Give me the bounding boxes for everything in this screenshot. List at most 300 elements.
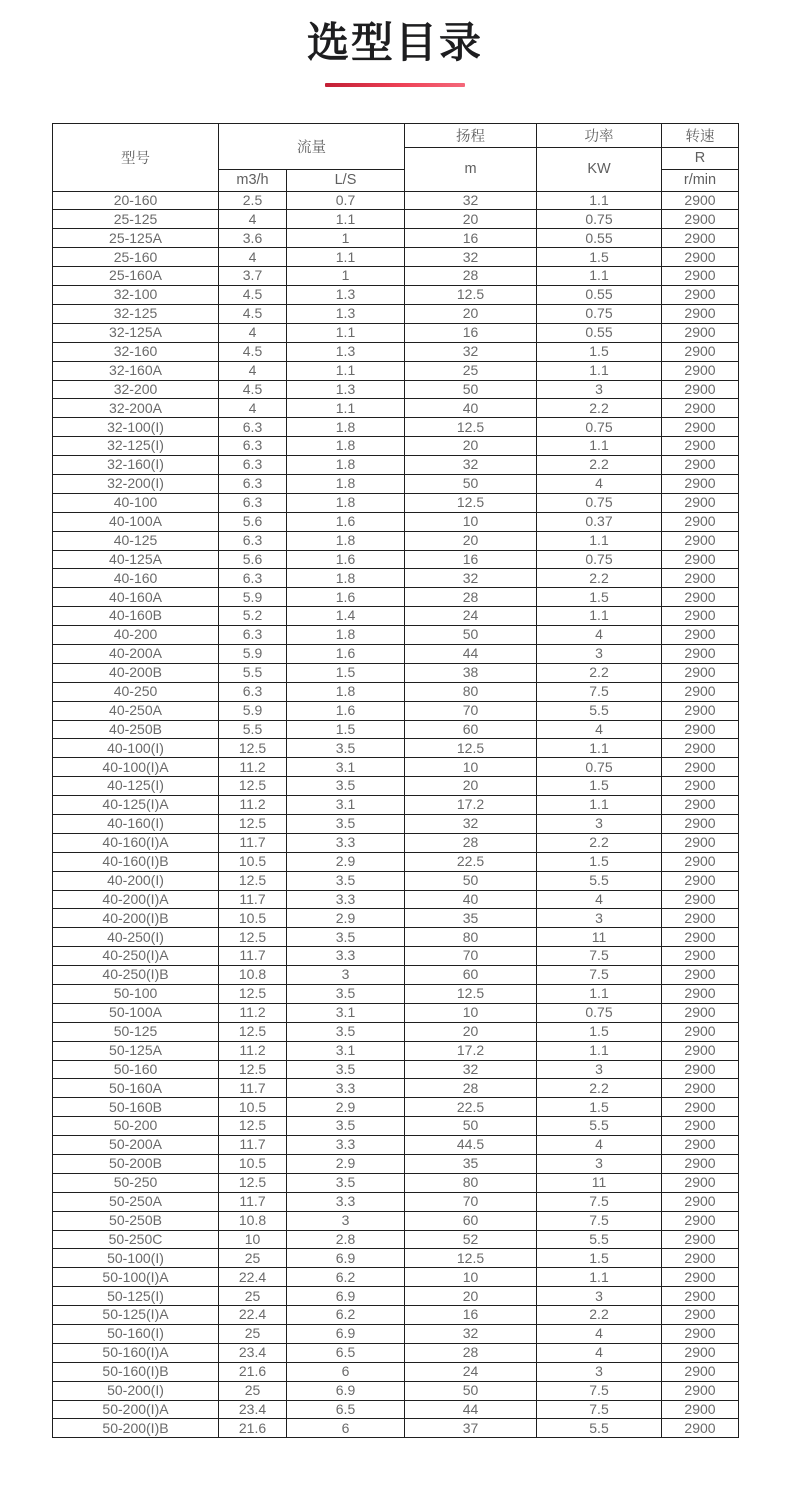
cell-speed-rmin: 2900 xyxy=(662,1041,739,1060)
cell-speed-rmin: 2900 xyxy=(662,928,739,947)
cell-head-m: 50 xyxy=(405,1117,537,1136)
cell-power-kw: 3 xyxy=(537,1155,662,1174)
cell-flow-m3h: 11.7 xyxy=(219,1079,287,1098)
cell-speed-rmin: 2900 xyxy=(662,1268,739,1287)
cell-head-m: 20 xyxy=(405,1287,537,1306)
cell-model: 50-200(I) xyxy=(53,1381,219,1400)
cell-model: 40-250B xyxy=(53,720,219,739)
cell-flow-ls: 3 xyxy=(287,966,405,985)
cell-flow-ls: 1.6 xyxy=(287,701,405,720)
cell-power-kw: 2.2 xyxy=(537,1079,662,1098)
cell-speed-rmin: 2900 xyxy=(662,342,739,361)
cell-flow-m3h: 12.5 xyxy=(219,985,287,1004)
cell-head-m: 22.5 xyxy=(405,852,537,871)
cell-flow-m3h: 25 xyxy=(219,1381,287,1400)
cell-flow-m3h: 10.5 xyxy=(219,852,287,871)
table-row xyxy=(53,947,739,966)
table-row xyxy=(53,758,739,777)
table-row xyxy=(53,607,739,626)
cell-head-m: 32 xyxy=(405,1060,537,1079)
cell-flow-ls: 2.8 xyxy=(287,1230,405,1249)
table-row xyxy=(53,890,739,909)
cell-power-kw: 4 xyxy=(537,474,662,493)
cell-model: 50-160A xyxy=(53,1079,219,1098)
table-row xyxy=(53,682,739,701)
cell-model: 40-200(I)A xyxy=(53,890,219,909)
cell-head-m: 70 xyxy=(405,701,537,720)
table-row xyxy=(53,1211,739,1230)
cell-speed-rmin: 2900 xyxy=(662,1419,739,1438)
cell-speed-rmin: 2900 xyxy=(662,569,739,588)
cell-flow-ls: 1.6 xyxy=(287,644,405,663)
cell-flow-ls: 1.6 xyxy=(287,588,405,607)
cell-power-kw: 1.5 xyxy=(537,1249,662,1268)
cell-speed-rmin: 2900 xyxy=(662,1287,739,1306)
cell-flow-ls: 1.5 xyxy=(287,720,405,739)
cell-head-m: 60 xyxy=(405,966,537,985)
cell-flow-m3h: 12.5 xyxy=(219,928,287,947)
cell-model: 50-200(I)B xyxy=(53,1419,219,1438)
cell-model: 32-125A xyxy=(53,323,219,342)
cell-power-kw: 2.2 xyxy=(537,1306,662,1325)
cell-speed-rmin: 2900 xyxy=(662,644,739,663)
header-head: 扬程 xyxy=(405,123,537,147)
table-row xyxy=(53,1343,739,1362)
cell-power-kw: 2.2 xyxy=(537,399,662,418)
cell-power-kw: 1.5 xyxy=(537,777,662,796)
cell-flow-m3h: 4.5 xyxy=(219,342,287,361)
cell-flow-m3h: 12.5 xyxy=(219,739,287,758)
cell-flow-m3h: 5.6 xyxy=(219,550,287,569)
cell-flow-ls: 1.3 xyxy=(287,304,405,323)
cell-speed-rmin: 2900 xyxy=(662,531,739,550)
cell-flow-m3h: 11.2 xyxy=(219,796,287,815)
cell-speed-rmin: 2900 xyxy=(662,1173,739,1192)
cell-speed-rmin: 2900 xyxy=(662,1230,739,1249)
cell-flow-m3h: 5.5 xyxy=(219,663,287,682)
selection-table xyxy=(52,123,739,1439)
cell-head-m: 50 xyxy=(405,474,537,493)
cell-head-m: 32 xyxy=(405,342,537,361)
cell-flow-ls: 1.3 xyxy=(287,286,405,305)
cell-power-kw: 0.75 xyxy=(537,418,662,437)
table-body xyxy=(53,191,739,1438)
cell-power-kw: 4 xyxy=(537,1343,662,1362)
cell-flow-ls: 6.5 xyxy=(287,1343,405,1362)
header-speed-unit-r: R xyxy=(662,147,739,169)
table-row xyxy=(53,1192,739,1211)
header-speed: 转速 xyxy=(662,123,739,147)
cell-head-m: 12.5 xyxy=(405,985,537,1004)
cell-flow-ls: 1.1 xyxy=(287,210,405,229)
cell-power-kw: 1.1 xyxy=(537,607,662,626)
table-row xyxy=(53,852,739,871)
cell-power-kw: 11 xyxy=(537,928,662,947)
table-row xyxy=(53,550,739,569)
table-row xyxy=(53,1136,739,1155)
cell-speed-rmin: 2900 xyxy=(662,1117,739,1136)
cell-head-m: 32 xyxy=(405,569,537,588)
cell-head-m: 28 xyxy=(405,267,537,286)
cell-flow-ls: 1.8 xyxy=(287,456,405,475)
table-row xyxy=(53,1419,739,1438)
cell-flow-m3h: 12.5 xyxy=(219,1022,287,1041)
cell-model: 32-160(I) xyxy=(53,456,219,475)
cell-model: 50-250A xyxy=(53,1192,219,1211)
cell-model: 40-160A xyxy=(53,588,219,607)
table-row xyxy=(53,342,739,361)
cell-head-m: 20 xyxy=(405,437,537,456)
cell-model: 25-125A xyxy=(53,229,219,248)
table-row xyxy=(53,267,739,286)
cell-power-kw: 1.1 xyxy=(537,191,662,210)
cell-head-m: 20 xyxy=(405,777,537,796)
cell-power-kw: 3 xyxy=(537,1362,662,1381)
header-model: 型号 xyxy=(53,123,219,191)
cell-flow-ls: 1.8 xyxy=(287,531,405,550)
cell-flow-m3h: 11.7 xyxy=(219,947,287,966)
cell-model: 40-250(I)A xyxy=(53,947,219,966)
cell-head-m: 40 xyxy=(405,399,537,418)
cell-power-kw: 3 xyxy=(537,644,662,663)
cell-head-m: 40 xyxy=(405,890,537,909)
cell-power-kw: 11 xyxy=(537,1173,662,1192)
cell-speed-rmin: 2900 xyxy=(662,1325,739,1344)
cell-head-m: 32 xyxy=(405,814,537,833)
cell-speed-rmin: 2900 xyxy=(662,739,739,758)
cell-flow-ls: 3.3 xyxy=(287,947,405,966)
cell-power-kw: 0.75 xyxy=(537,493,662,512)
cell-model: 50-100(I) xyxy=(53,1249,219,1268)
cell-power-kw: 1.1 xyxy=(537,267,662,286)
cell-flow-m3h: 5.9 xyxy=(219,701,287,720)
cell-head-m: 80 xyxy=(405,928,537,947)
cell-power-kw: 5.5 xyxy=(537,701,662,720)
cell-speed-rmin: 2900 xyxy=(662,399,739,418)
cell-model: 40-125(I)A xyxy=(53,796,219,815)
cell-model: 40-160B xyxy=(53,607,219,626)
table-row xyxy=(53,1381,739,1400)
cell-speed-rmin: 2900 xyxy=(662,588,739,607)
cell-flow-m3h: 4 xyxy=(219,399,287,418)
cell-flow-m3h: 4 xyxy=(219,361,287,380)
cell-head-m: 25 xyxy=(405,361,537,380)
cell-flow-m3h: 11.7 xyxy=(219,833,287,852)
cell-flow-ls: 1.4 xyxy=(287,607,405,626)
cell-speed-rmin: 2900 xyxy=(662,380,739,399)
cell-head-m: 10 xyxy=(405,1003,537,1022)
cell-speed-rmin: 2900 xyxy=(662,1060,739,1079)
table-row xyxy=(53,474,739,493)
cell-speed-rmin: 2900 xyxy=(662,1003,739,1022)
table-row xyxy=(53,512,739,531)
cell-flow-ls: 3.1 xyxy=(287,758,405,777)
cell-flow-ls: 1.3 xyxy=(287,380,405,399)
cell-flow-ls: 1.8 xyxy=(287,437,405,456)
cell-head-m: 44 xyxy=(405,1400,537,1419)
table-row xyxy=(53,531,739,550)
cell-model: 50-160 xyxy=(53,1060,219,1079)
cell-head-m: 38 xyxy=(405,663,537,682)
cell-model: 32-160A xyxy=(53,361,219,380)
cell-head-m: 24 xyxy=(405,607,537,626)
cell-flow-ls: 6.2 xyxy=(287,1306,405,1325)
cell-model: 50-160(I) xyxy=(53,1325,219,1344)
cell-speed-rmin: 2900 xyxy=(662,1136,739,1155)
cell-flow-m3h: 4.5 xyxy=(219,286,287,305)
cell-model: 40-250A xyxy=(53,701,219,720)
table-row xyxy=(53,1079,739,1098)
header-speed-unit-rmin: r/min xyxy=(662,169,739,191)
cell-flow-m3h: 6.3 xyxy=(219,682,287,701)
cell-model: 40-160(I)B xyxy=(53,852,219,871)
cell-model: 32-125(I) xyxy=(53,437,219,456)
cell-model: 40-250 xyxy=(53,682,219,701)
cell-flow-ls: 2.9 xyxy=(287,909,405,928)
cell-model: 50-125A xyxy=(53,1041,219,1060)
table-row xyxy=(53,1041,739,1060)
cell-speed-rmin: 2900 xyxy=(662,304,739,323)
cell-power-kw: 1.1 xyxy=(537,739,662,758)
cell-model: 32-200A xyxy=(53,399,219,418)
cell-model: 40-100(I) xyxy=(53,739,219,758)
cell-power-kw: 7.5 xyxy=(537,1400,662,1419)
cell-speed-rmin: 2900 xyxy=(662,1211,739,1230)
table-row xyxy=(53,663,739,682)
cell-flow-ls: 1.3 xyxy=(287,342,405,361)
cell-model: 32-160 xyxy=(53,342,219,361)
cell-flow-ls: 1.8 xyxy=(287,682,405,701)
cell-speed-rmin: 2900 xyxy=(662,437,739,456)
cell-flow-m3h: 12.5 xyxy=(219,871,287,890)
cell-head-m: 35 xyxy=(405,1155,537,1174)
cell-model: 40-250(I)B xyxy=(53,966,219,985)
cell-flow-ls: 6 xyxy=(287,1419,405,1438)
cell-head-m: 50 xyxy=(405,1381,537,1400)
cell-power-kw: 5.5 xyxy=(537,871,662,890)
cell-flow-ls: 3.3 xyxy=(287,1079,405,1098)
cell-head-m: 20 xyxy=(405,210,537,229)
cell-flow-m3h: 10.5 xyxy=(219,909,287,928)
cell-power-kw: 0.75 xyxy=(537,304,662,323)
cell-flow-ls: 1.8 xyxy=(287,418,405,437)
cell-power-kw: 2.2 xyxy=(537,456,662,475)
cell-flow-m3h: 11.7 xyxy=(219,890,287,909)
cell-flow-m3h: 6.3 xyxy=(219,456,287,475)
cell-power-kw: 0.37 xyxy=(537,512,662,531)
cell-speed-rmin: 2900 xyxy=(662,947,739,966)
cell-flow-ls: 6.9 xyxy=(287,1287,405,1306)
table-header xyxy=(53,123,739,191)
cell-speed-rmin: 2900 xyxy=(662,758,739,777)
table-row xyxy=(53,871,739,890)
cell-head-m: 44 xyxy=(405,644,537,663)
cell-power-kw: 1.1 xyxy=(537,437,662,456)
table-row xyxy=(53,1003,739,1022)
cell-power-kw: 0.75 xyxy=(537,550,662,569)
cell-speed-rmin: 2900 xyxy=(662,456,739,475)
cell-flow-m3h: 5.2 xyxy=(219,607,287,626)
table-row xyxy=(53,304,739,323)
cell-model: 40-160 xyxy=(53,569,219,588)
cell-flow-m3h: 12.5 xyxy=(219,1060,287,1079)
table-row xyxy=(53,1362,739,1381)
cell-speed-rmin: 2900 xyxy=(662,323,739,342)
cell-speed-rmin: 2900 xyxy=(662,720,739,739)
cell-power-kw: 5.5 xyxy=(537,1419,662,1438)
cell-power-kw: 0.55 xyxy=(537,286,662,305)
cell-flow-m3h: 22.4 xyxy=(219,1306,287,1325)
cell-model: 40-100(I)A xyxy=(53,758,219,777)
cell-flow-ls: 1.8 xyxy=(287,474,405,493)
cell-flow-ls: 1 xyxy=(287,267,405,286)
cell-head-m: 20 xyxy=(405,1022,537,1041)
cell-flow-m3h: 3.7 xyxy=(219,267,287,286)
cell-speed-rmin: 2900 xyxy=(662,550,739,569)
cell-speed-rmin: 2900 xyxy=(662,682,739,701)
cell-flow-m3h: 10.8 xyxy=(219,966,287,985)
cell-model: 50-200 xyxy=(53,1117,219,1136)
cell-speed-rmin: 2900 xyxy=(662,361,739,380)
cell-model: 40-160(I)A xyxy=(53,833,219,852)
cell-flow-m3h: 11.2 xyxy=(219,1003,287,1022)
cell-flow-m3h: 21.6 xyxy=(219,1362,287,1381)
cell-head-m: 32 xyxy=(405,1325,537,1344)
table-row xyxy=(53,286,739,305)
cell-speed-rmin: 2900 xyxy=(662,985,739,1004)
cell-model: 50-100A xyxy=(53,1003,219,1022)
cell-speed-rmin: 2900 xyxy=(662,1381,739,1400)
cell-head-m: 50 xyxy=(405,380,537,399)
cell-flow-m3h: 6.3 xyxy=(219,474,287,493)
page-title: 选型目录 xyxy=(306,19,483,66)
cell-speed-rmin: 2900 xyxy=(662,191,739,210)
table-row xyxy=(53,191,739,210)
cell-flow-m3h: 4 xyxy=(219,248,287,267)
cell-power-kw: 1.5 xyxy=(537,588,662,607)
table-row xyxy=(53,701,739,720)
cell-power-kw: 4 xyxy=(537,626,662,645)
table-row xyxy=(53,399,739,418)
table-row xyxy=(53,777,739,796)
cell-head-m: 20 xyxy=(405,304,537,323)
cell-model: 40-250(I) xyxy=(53,928,219,947)
table-row xyxy=(53,1173,739,1192)
cell-speed-rmin: 2900 xyxy=(662,210,739,229)
cell-power-kw: 3 xyxy=(537,380,662,399)
cell-flow-ls: 3.1 xyxy=(287,796,405,815)
cell-flow-m3h: 5.9 xyxy=(219,644,287,663)
cell-flow-m3h: 5.5 xyxy=(219,720,287,739)
cell-flow-ls: 6.9 xyxy=(287,1381,405,1400)
table-row xyxy=(53,1287,739,1306)
table-row xyxy=(53,1268,739,1287)
cell-head-m: 12.5 xyxy=(405,286,537,305)
cell-model: 20-160 xyxy=(53,191,219,210)
table-row xyxy=(53,380,739,399)
table-row xyxy=(53,1230,739,1249)
table-row xyxy=(53,1098,739,1117)
table-row xyxy=(53,229,739,248)
cell-flow-ls: 1.1 xyxy=(287,361,405,380)
cell-model: 40-200(I) xyxy=(53,871,219,890)
cell-speed-rmin: 2900 xyxy=(662,1362,739,1381)
table-row xyxy=(53,814,739,833)
cell-flow-ls: 1.6 xyxy=(287,512,405,531)
cell-model: 50-160(I)A xyxy=(53,1343,219,1362)
table-row xyxy=(53,720,739,739)
header-power: 功率 xyxy=(537,123,662,147)
cell-model: 40-200A xyxy=(53,644,219,663)
table-row xyxy=(53,323,739,342)
cell-head-m: 20 xyxy=(405,531,537,550)
cell-head-m: 32 xyxy=(405,248,537,267)
cell-flow-ls: 3.5 xyxy=(287,1060,405,1079)
cell-flow-ls: 1 xyxy=(287,229,405,248)
table-row xyxy=(53,418,739,437)
cell-flow-m3h: 10.5 xyxy=(219,1098,287,1117)
cell-power-kw: 0.55 xyxy=(537,229,662,248)
cell-model: 50-250 xyxy=(53,1173,219,1192)
cell-head-m: 16 xyxy=(405,229,537,248)
cell-head-m: 80 xyxy=(405,682,537,701)
title-underline-accent xyxy=(325,83,465,87)
cell-flow-m3h: 4.5 xyxy=(219,380,287,399)
cell-flow-ls: 3.5 xyxy=(287,1173,405,1192)
cell-flow-m3h: 12.5 xyxy=(219,777,287,796)
cell-flow-m3h: 25 xyxy=(219,1287,287,1306)
cell-head-m: 16 xyxy=(405,323,537,342)
cell-head-m: 32 xyxy=(405,456,537,475)
cell-power-kw: 1.1 xyxy=(537,985,662,1004)
cell-speed-rmin: 2900 xyxy=(662,909,739,928)
cell-power-kw: 1.1 xyxy=(537,796,662,815)
cell-flow-m3h: 12.5 xyxy=(219,814,287,833)
cell-speed-rmin: 2900 xyxy=(662,833,739,852)
cell-speed-rmin: 2900 xyxy=(662,890,739,909)
cell-flow-m3h: 4 xyxy=(219,323,287,342)
cell-model: 25-160 xyxy=(53,248,219,267)
cell-flow-m3h: 5.6 xyxy=(219,512,287,531)
cell-flow-m3h: 10 xyxy=(219,1230,287,1249)
cell-head-m: 32 xyxy=(405,191,537,210)
cell-flow-m3h: 4 xyxy=(219,210,287,229)
cell-flow-ls: 6.9 xyxy=(287,1325,405,1344)
cell-model: 50-125(I) xyxy=(53,1287,219,1306)
cell-model: 32-200(I) xyxy=(53,474,219,493)
cell-power-kw: 0.55 xyxy=(537,323,662,342)
cell-power-kw: 5.5 xyxy=(537,1117,662,1136)
cell-head-m: 12.5 xyxy=(405,1249,537,1268)
table-row xyxy=(53,437,739,456)
cell-model: 40-125 xyxy=(53,531,219,550)
cell-speed-rmin: 2900 xyxy=(662,248,739,267)
cell-head-m: 28 xyxy=(405,833,537,852)
cell-head-m: 12.5 xyxy=(405,739,537,758)
cell-power-kw: 3 xyxy=(537,909,662,928)
table-row xyxy=(53,569,739,588)
cell-head-m: 50 xyxy=(405,626,537,645)
cell-head-m: 52 xyxy=(405,1230,537,1249)
cell-flow-m3h: 11.7 xyxy=(219,1136,287,1155)
cell-flow-ls: 1.1 xyxy=(287,399,405,418)
cell-model: 40-100A xyxy=(53,512,219,531)
cell-model: 32-200 xyxy=(53,380,219,399)
table-row xyxy=(53,928,739,947)
cell-power-kw: 1.5 xyxy=(537,852,662,871)
cell-flow-ls: 3.3 xyxy=(287,1192,405,1211)
cell-speed-rmin: 2900 xyxy=(662,966,739,985)
